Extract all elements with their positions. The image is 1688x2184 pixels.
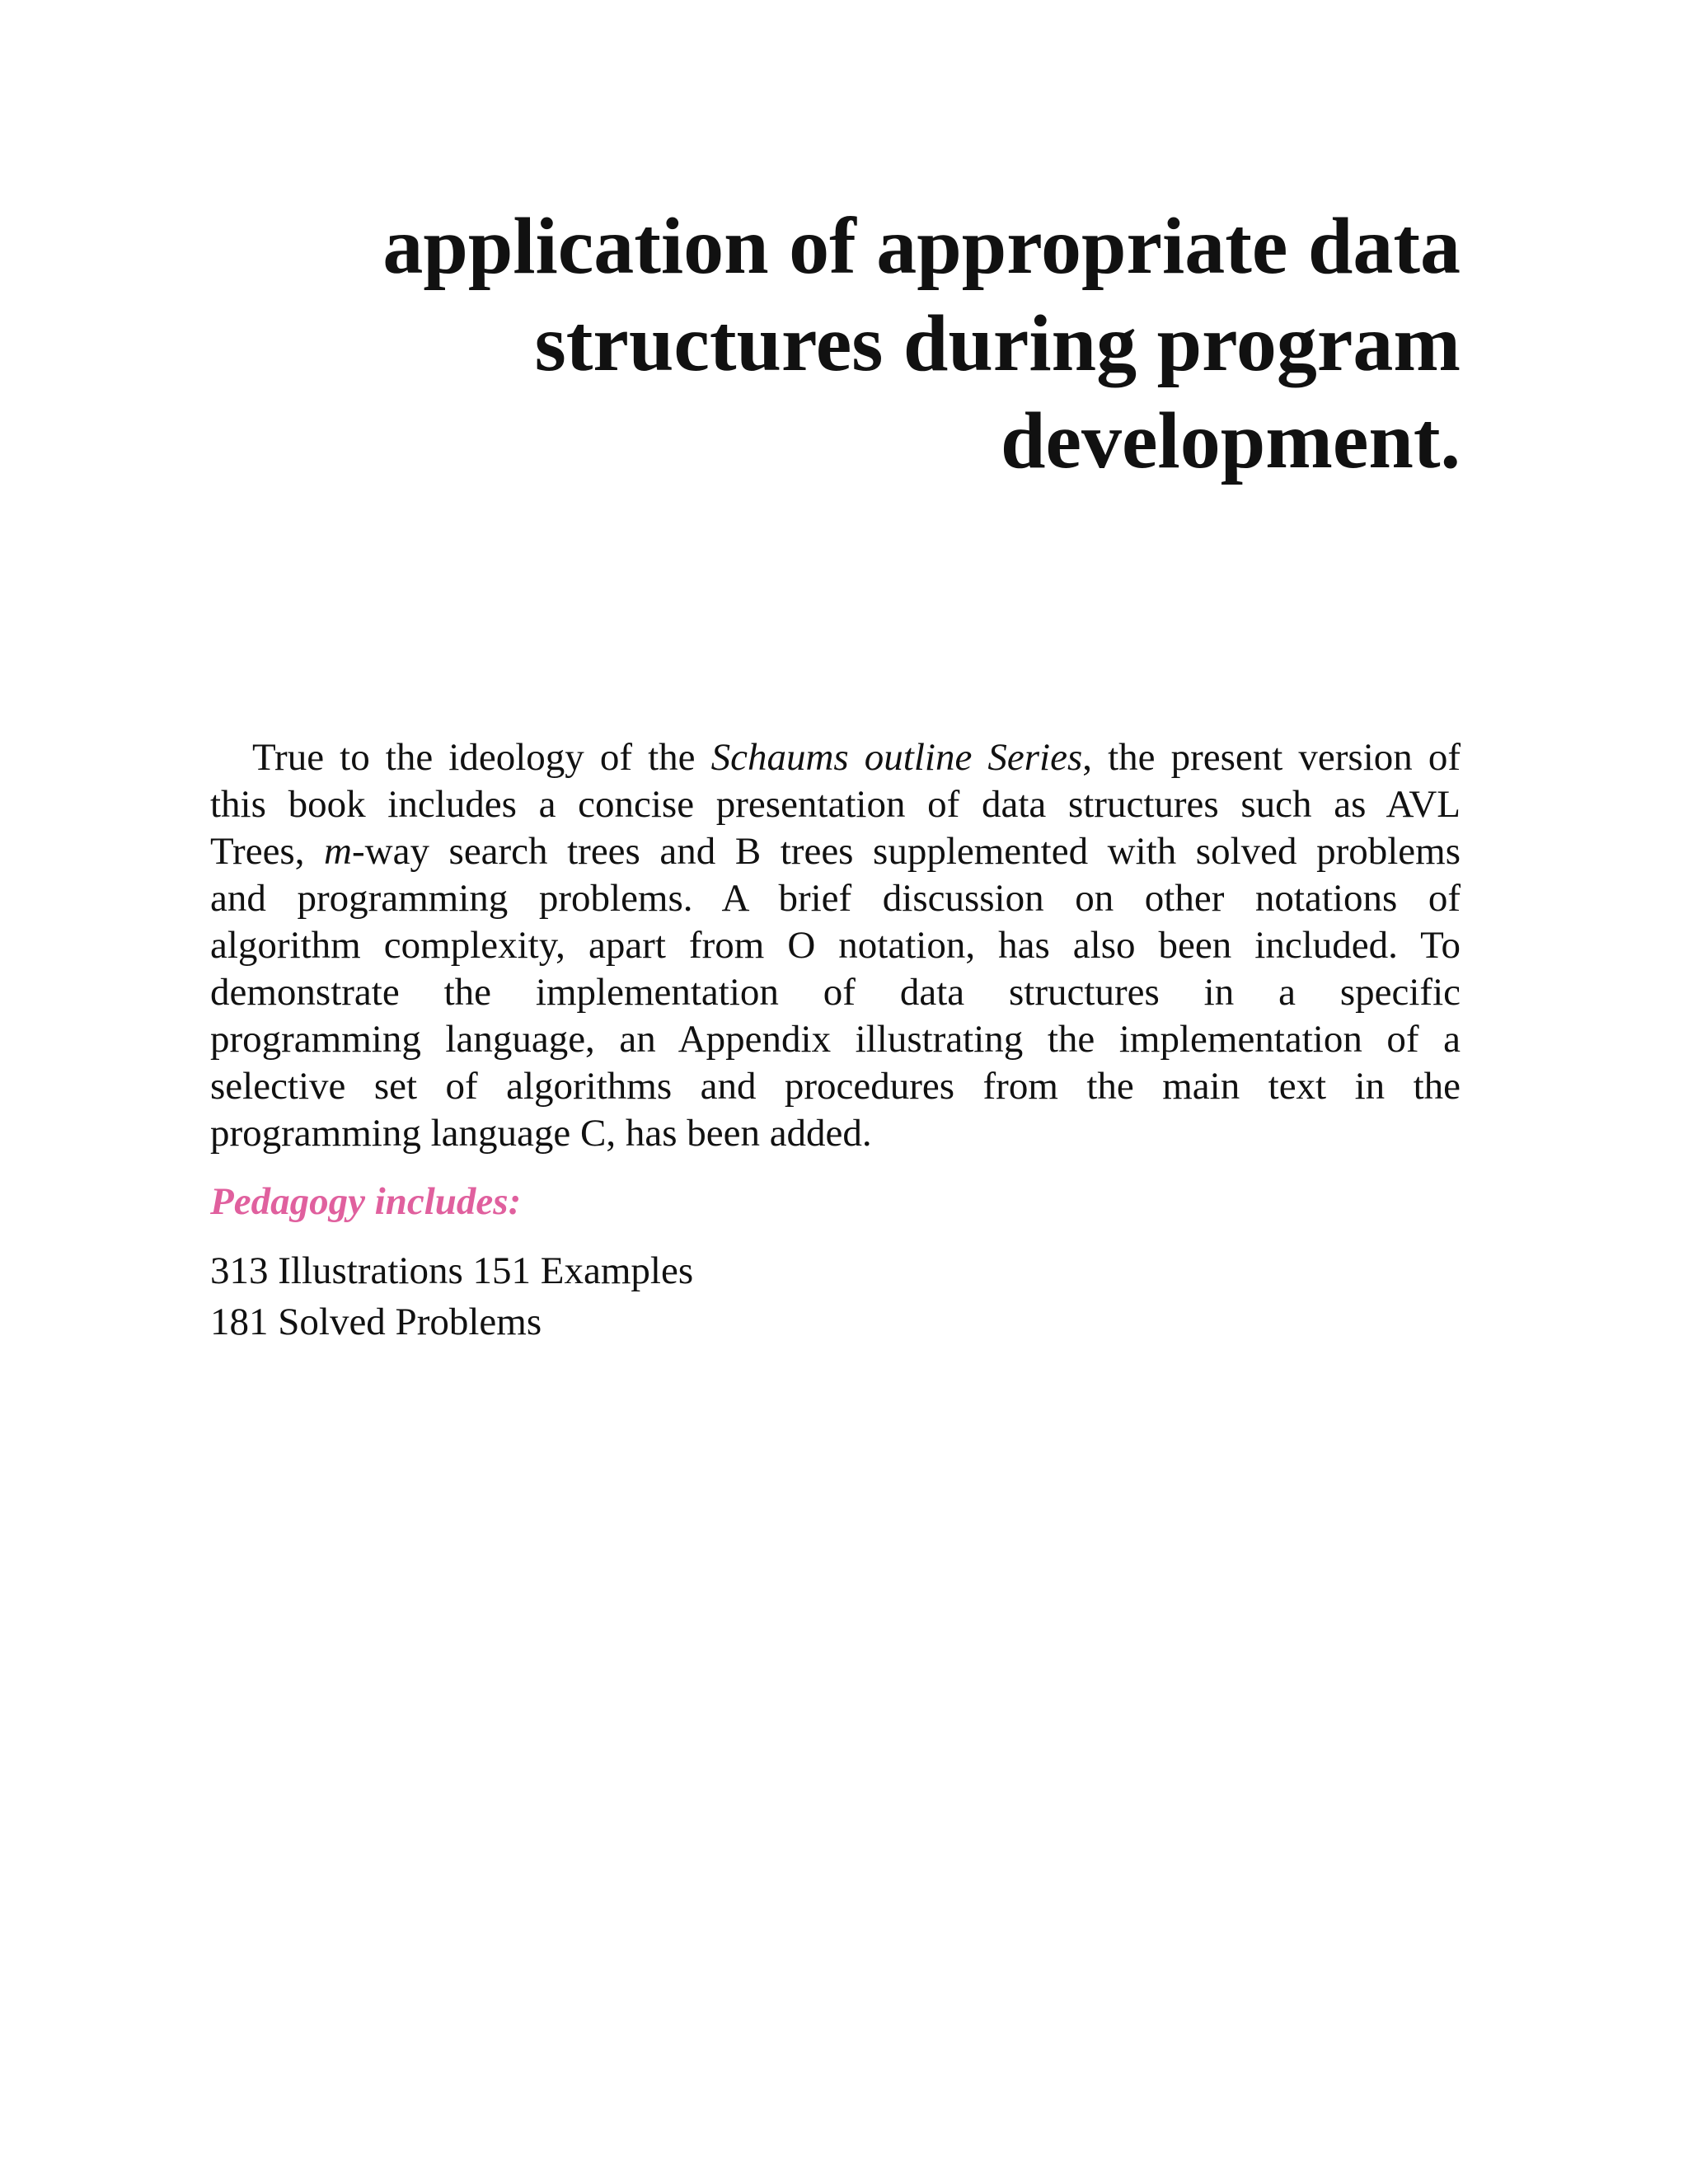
m-way-italic: m	[324, 830, 352, 873]
heading-line: application of appropriate data	[382, 202, 1461, 291]
series-name-italic: Schaums outline Series	[710, 736, 1083, 779]
paragraph-line: demonstrate the implementation of data structures in a specific	[210, 971, 1461, 1014]
paragraph-line: Trees, m-way search trees and B trees supplemented with solved problems	[210, 830, 1461, 873]
heading-line: development.	[1001, 396, 1461, 485]
pedagogy-list	[210, 1245, 693, 1347]
pedagogy-item: 313 Illustrations 151 Examples	[210, 1249, 694, 1292]
paragraph-line: and programming problems. A brief discussion on other notations of	[210, 877, 1461, 920]
pedagogy-heading: Pedagogy includes:	[210, 1180, 522, 1223]
paragraph-line: this book includes a concise presentation of data structures such as AVL	[210, 783, 1461, 826]
paragraph-line: programming language C, has been added.	[210, 1112, 872, 1155]
heading-line: structures during program	[534, 299, 1461, 388]
pedagogy-item: 181 Solved Problems	[210, 1301, 542, 1343]
paragraph-line: programming language, an Appendix illustrating the implementation of a	[210, 1018, 1461, 1061]
paragraph-line: algorithm complexity, apart from O notation, has also been included. To	[210, 924, 1461, 967]
intro-paragraph	[210, 734, 1461, 1157]
paragraph-line: True to the ideology of the Schaums outline Series, the present version of	[252, 736, 1461, 779]
paragraph-line: selective set of algorithms and procedures from the main text in the	[210, 1065, 1461, 1108]
page-heading	[210, 198, 1461, 490]
